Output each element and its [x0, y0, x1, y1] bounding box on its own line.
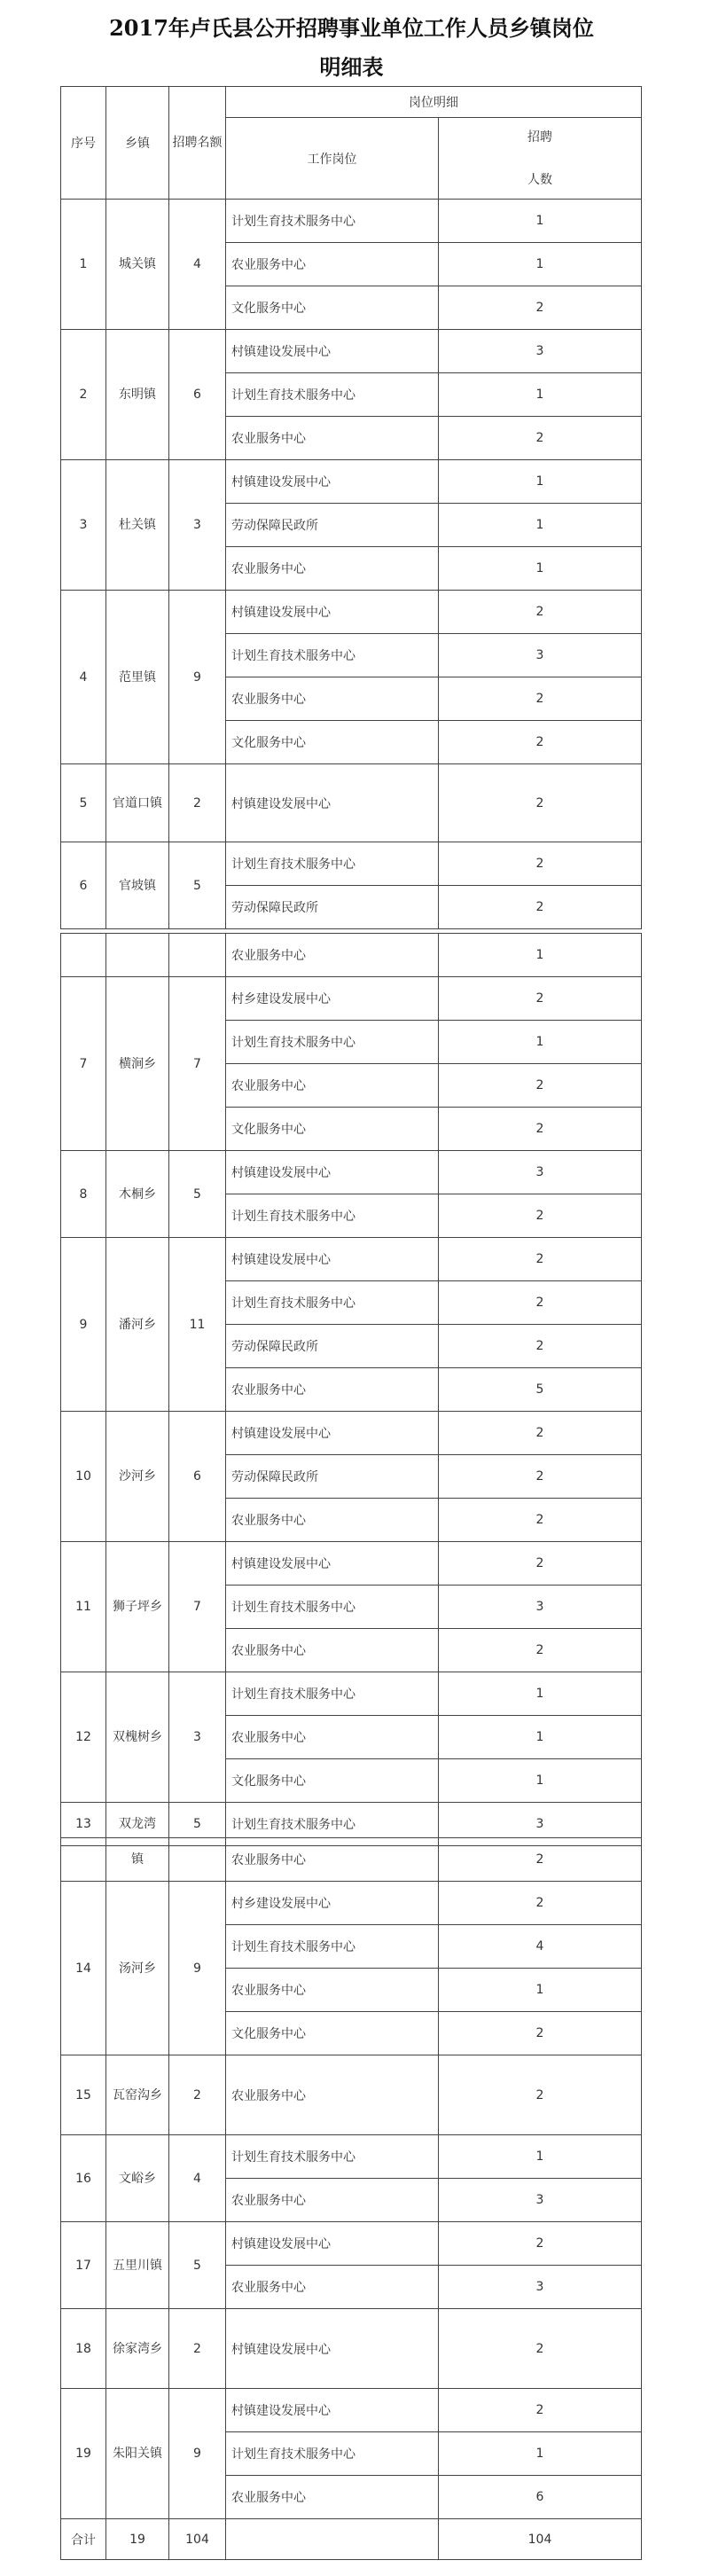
cell-count: 2: [439, 286, 642, 330]
cell-post: 计划生育技术服务中心: [226, 842, 439, 886]
total-row: [61, 2519, 642, 2560]
cell-no: 2: [61, 330, 106, 460]
cell-post: 文化服务中心: [226, 721, 439, 764]
cell-quota: 7: [169, 977, 226, 1151]
cell-count: 1: [439, 1969, 642, 2012]
cell-post: 村镇建设发展中心: [226, 2222, 439, 2266]
cell-count: 4: [439, 1925, 642, 1969]
cell-count: 3: [439, 1586, 642, 1629]
cell-count: 2: [439, 1064, 642, 1108]
table-row: [61, 1412, 642, 1455]
cell-quota: 2: [169, 764, 226, 842]
cell-no: 5: [61, 764, 106, 842]
cell-no: 12: [61, 1672, 106, 1803]
cell-count: 3: [439, 1151, 642, 1194]
cell-post: 文化服务中心: [226, 286, 439, 330]
cell-post: 计划生育技术服务中心: [226, 1586, 439, 1629]
cell-post: 计划生育技术服务中心: [226, 1194, 439, 1238]
recruitment-table-part-1: [60, 86, 642, 929]
cell-count: 1: [439, 2432, 642, 2476]
cell-count: 3: [439, 1803, 642, 1846]
total-quota: 104: [169, 2519, 226, 2560]
cell-post: 村镇建设发展中心: [226, 1412, 439, 1455]
cell-count: 2: [439, 977, 642, 1021]
cell-count: 2: [439, 2389, 642, 2432]
cell-post: 村镇建设发展中心: [226, 2309, 439, 2389]
cell-post: 计划生育技术服务中心: [226, 1021, 439, 1064]
cell-post: 农业服务中心: [226, 417, 439, 460]
cell-quota: 2: [169, 2309, 226, 2389]
total-post-blank: [226, 2519, 439, 2560]
cell-post: 村乡建设发展中心: [226, 1882, 439, 1925]
table-row: [61, 2222, 642, 2266]
cell-quota: 6: [169, 330, 226, 460]
cell-post: 农业服务中心: [226, 2055, 439, 2135]
cell-post: 计划生育技术服务中心: [226, 200, 439, 243]
cell-post: 计划生育技术服务中心: [226, 634, 439, 677]
cell-town: 狮子坪乡: [106, 1542, 169, 1672]
cell-quota: 7: [169, 1542, 226, 1672]
cell-count: 2: [439, 1629, 642, 1672]
header-no: 序号: [61, 87, 106, 200]
table-row: [61, 460, 642, 504]
cell-count: 2: [439, 1238, 642, 1281]
cell-quota: 9: [169, 591, 226, 764]
cell-post: 村镇建设发展中心: [226, 1542, 439, 1586]
cell-post: 计划生育技术服务中心: [226, 1281, 439, 1325]
cell-quota: 5: [169, 1151, 226, 1238]
cell-quota: 11: [169, 1238, 226, 1412]
cell-count: 2: [439, 1108, 642, 1151]
cell-no: 17: [61, 2222, 106, 2309]
cell-post: 农业服务中心: [226, 243, 439, 286]
cell-no: 10: [61, 1412, 106, 1542]
table-row: [61, 764, 642, 842]
cell-no: 4: [61, 591, 106, 764]
cell-post: 农业服务中心: [226, 1969, 439, 2012]
cell-quota: 2: [169, 2055, 226, 2135]
cell-count: 2: [439, 842, 642, 886]
cell-count: 1: [439, 1716, 642, 1759]
cell-no: 15: [61, 2055, 106, 2135]
cell-post: 农业服务中心: [226, 934, 439, 977]
cell-count: 2: [439, 2012, 642, 2055]
cell-count: 3: [439, 2179, 642, 2222]
cell-post: 计划生育技术服务中心: [226, 2432, 439, 2476]
cell-count: 2: [439, 417, 642, 460]
cell-count: 6: [439, 2476, 642, 2519]
page-subtitle: 明细表: [319, 54, 384, 80]
cell-quota: 9: [169, 2389, 226, 2519]
cell-post: 劳动保障民政所: [226, 1455, 439, 1499]
cell-quota: 5: [169, 842, 226, 929]
cell-town: 朱阳关镇: [106, 2389, 169, 2519]
header-count: 招聘 人数: [439, 118, 642, 200]
cell-no: [61, 934, 106, 977]
table-row: [61, 591, 642, 634]
cell-count: 2: [439, 721, 642, 764]
cell-no: 14: [61, 1882, 106, 2055]
cell-post: 村镇建设发展中心: [226, 591, 439, 634]
table-row: [61, 2309, 642, 2389]
cell-count: 3: [439, 2266, 642, 2309]
cell-no: 11: [61, 1542, 106, 1672]
table-header: [61, 87, 642, 200]
cell-post: 村乡建设发展中心: [226, 977, 439, 1021]
cell-count: 2: [439, 1542, 642, 1586]
table-row: [61, 977, 642, 1021]
cell-quota: 9: [169, 1882, 226, 2055]
cell-count: 1: [439, 2135, 642, 2179]
cell-post: 农业服务中心: [226, 1629, 439, 1672]
cell-count: 1: [439, 373, 642, 417]
cell-post: 劳动保障民政所: [226, 886, 439, 929]
cell-quota: [169, 1838, 226, 1882]
cell-post: 计划生育技术服务中心: [226, 1672, 439, 1716]
table-body: [61, 934, 642, 1846]
cell-no: 9: [61, 1238, 106, 1412]
cell-count: 2: [439, 1882, 642, 1925]
cell-post: 村镇建设发展中心: [226, 1151, 439, 1194]
cell-post: 村镇建设发展中心: [226, 460, 439, 504]
cell-count: 2: [439, 2309, 642, 2389]
cell-count: 1: [439, 1759, 642, 1803]
cell-town: 范里镇: [106, 591, 169, 764]
header-quota: 招聘名额: [169, 87, 226, 200]
cell-count: 2: [439, 1455, 642, 1499]
cell-post: 文化服务中心: [226, 2012, 439, 2055]
table-row: [61, 1238, 642, 1281]
cell-town: 五里川镇: [106, 2222, 169, 2309]
table-row: [61, 330, 642, 373]
cell-count: 1: [439, 1672, 642, 1716]
cell-count: 1: [439, 200, 642, 243]
table-row: [61, 200, 642, 243]
cell-count: 2: [439, 2222, 642, 2266]
cell-count: 1: [439, 934, 642, 977]
cell-quota: 4: [169, 2135, 226, 2222]
cell-town: 双槐树乡: [106, 1672, 169, 1803]
cell-town: 杜关镇: [106, 460, 169, 591]
cell-no: 16: [61, 2135, 106, 2222]
table-row: [61, 1838, 642, 1882]
cell-count: 2: [439, 1325, 642, 1368]
cell-count: 1: [439, 460, 642, 504]
cell-count: 1: [439, 504, 642, 547]
table-row: [61, 1882, 642, 1925]
cell-town: 瓦窑沟乡: [106, 2055, 169, 2135]
cell-post: 计划生育技术服务中心: [226, 1803, 439, 1846]
cell-post: 农业服务中心: [226, 2179, 439, 2222]
cell-no: 8: [61, 1151, 106, 1238]
total-count: 104: [439, 2519, 642, 2560]
cell-post: 农业服务中心: [226, 1368, 439, 1412]
cell-no: 6: [61, 842, 106, 929]
cell-post: 计划生育技术服务中心: [226, 2135, 439, 2179]
cell-town: 汤河乡: [106, 1882, 169, 2055]
cell-count: 2: [439, 764, 642, 842]
cell-town: 官坡镇: [106, 842, 169, 929]
cell-town: 镇: [106, 1838, 169, 1882]
page-title: 2017年卢氏县公开招聘事业单位工作人员乡镇岗位: [109, 15, 594, 41]
cell-quota: 5: [169, 1803, 226, 1846]
cell-quota: 3: [169, 1672, 226, 1803]
recruitment-table-part-2: [60, 933, 642, 1846]
cell-town: 官道口镇: [106, 764, 169, 842]
cell-count: 2: [439, 2055, 642, 2135]
table-row: [61, 2389, 642, 2432]
cell-post: 村镇建设发展中心: [226, 330, 439, 373]
cell-post: 农业服务中心: [226, 1838, 439, 1882]
cell-count: 2: [439, 591, 642, 634]
cell-no: 19: [61, 2389, 106, 2519]
total-towns: 19: [106, 2519, 169, 2560]
cell-town: 木桐乡: [106, 1151, 169, 1238]
cell-count: 1: [439, 243, 642, 286]
cell-count: 2: [439, 1412, 642, 1455]
cell-town: 潘河乡: [106, 1238, 169, 1412]
cell-count: 2: [439, 886, 642, 929]
cell-post: 村镇建设发展中心: [226, 1238, 439, 1281]
cell-post: 农业服务中心: [226, 2266, 439, 2309]
cell-post: 劳动保障民政所: [226, 1325, 439, 1368]
cell-quota: 4: [169, 200, 226, 330]
cell-town: 双龙湾: [106, 1803, 169, 1846]
cell-quota: 6: [169, 1412, 226, 1542]
cell-count: 1: [439, 547, 642, 591]
header-detail: 岗位明细: [226, 87, 642, 118]
cell-count: 3: [439, 634, 642, 677]
table-body: [61, 1838, 642, 2560]
cell-town: 文峪乡: [106, 2135, 169, 2222]
table-row: [61, 842, 642, 886]
recruitment-table-part-3: [60, 1837, 642, 2560]
cell-quota: 3: [169, 460, 226, 591]
cell-count: 1: [439, 1021, 642, 1064]
cell-town: 徐家湾乡: [106, 2309, 169, 2389]
cell-no: [61, 1838, 106, 1882]
cell-post: 农业服务中心: [226, 1499, 439, 1542]
cell-no: 1: [61, 200, 106, 330]
cell-post: 农业服务中心: [226, 1064, 439, 1108]
table-row: [61, 1672, 642, 1716]
cell-post: 文化服务中心: [226, 1759, 439, 1803]
cell-post: 文化服务中心: [226, 1108, 439, 1151]
cell-post: 农业服务中心: [226, 1716, 439, 1759]
cell-town: 城关镇: [106, 200, 169, 330]
cell-post: 计划生育技术服务中心: [226, 1925, 439, 1969]
cell-quota: [169, 934, 226, 977]
table-row: [61, 1151, 642, 1194]
total-label: 合计: [61, 2519, 106, 2560]
table-row: [61, 2055, 642, 2135]
table-row: [61, 934, 642, 977]
cell-quota: 5: [169, 2222, 226, 2309]
table-body: [61, 200, 642, 929]
cell-post: 农业服务中心: [226, 547, 439, 591]
cell-no: 3: [61, 460, 106, 591]
cell-town: 横涧乡: [106, 977, 169, 1151]
cell-post: 村镇建设发展中心: [226, 2389, 439, 2432]
cell-count: 5: [439, 1368, 642, 1412]
cell-count: 2: [439, 1194, 642, 1238]
cell-post: 计划生育技术服务中心: [226, 373, 439, 417]
cell-count: 2: [439, 1281, 642, 1325]
cell-count: 2: [439, 677, 642, 721]
cell-count: 2: [439, 1499, 642, 1542]
header-town: 乡镇: [106, 87, 169, 200]
table-row: [61, 1542, 642, 1586]
cell-post: 农业服务中心: [226, 2476, 439, 2519]
cell-count: 3: [439, 330, 642, 373]
cell-town: 东明镇: [106, 330, 169, 460]
cell-post: 村镇建设发展中心: [226, 764, 439, 842]
cell-no: 7: [61, 977, 106, 1151]
cell-post: 劳动保障民政所: [226, 504, 439, 547]
cell-town: 沙河乡: [106, 1412, 169, 1542]
cell-no: 18: [61, 2309, 106, 2389]
cell-town: [106, 934, 169, 977]
header-post: 工作岗位: [226, 118, 439, 200]
cell-no: 13: [61, 1803, 106, 1846]
cell-count: 2: [439, 1838, 642, 1882]
table-row: [61, 2135, 642, 2179]
cell-post: 农业服务中心: [226, 677, 439, 721]
